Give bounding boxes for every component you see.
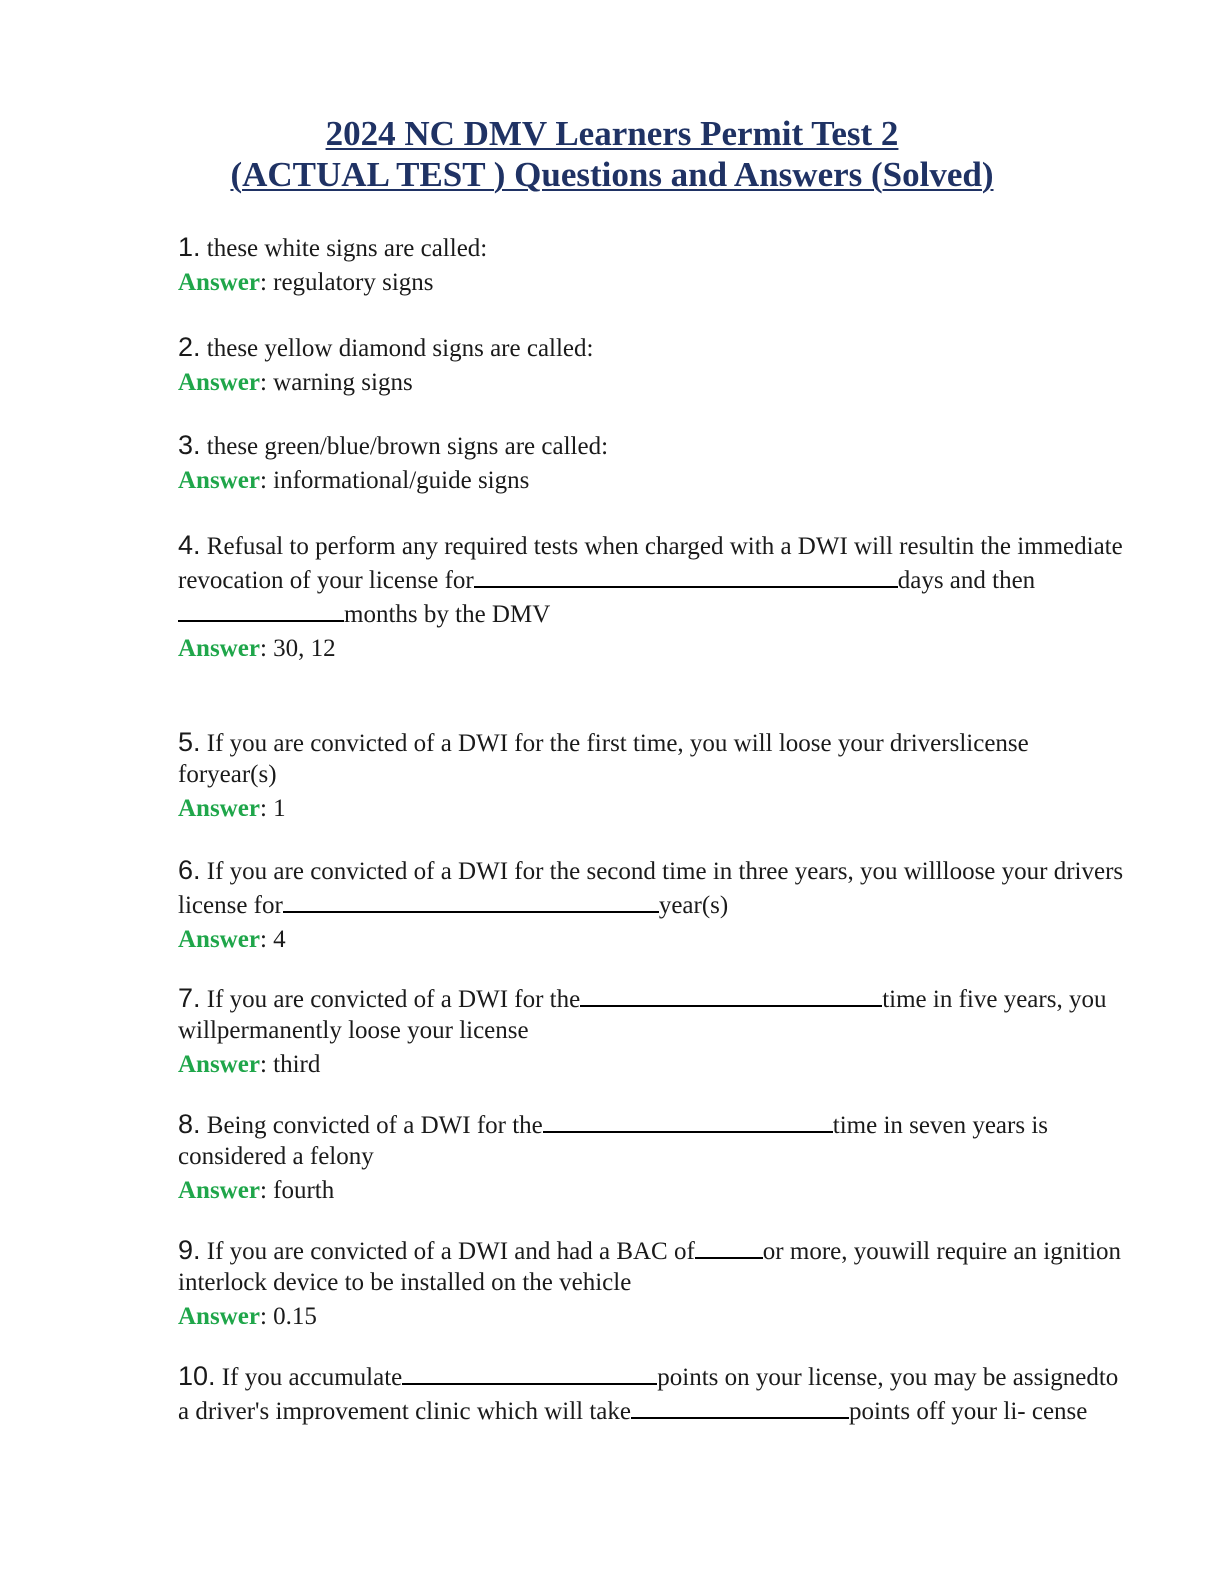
question-number: 2. [178, 332, 201, 362]
question-text: Being convicted of a DWI for the [206, 1112, 543, 1139]
answer-line: Answer: 1 [178, 795, 286, 822]
answer-line: Answer: 0.15 [178, 1303, 317, 1330]
answer-text: fourth [273, 1177, 335, 1204]
answer-label: Answer [178, 369, 260, 396]
question-number: 1. [178, 232, 201, 262]
question-text: time in seven years is considered a felony [178, 1112, 1049, 1170]
fill-in-blank [402, 1359, 657, 1385]
answer-text: 1 [273, 795, 286, 822]
answer-line: Answer: warning signs [178, 369, 413, 396]
question-1 [178, 232, 1128, 298]
question-9 [178, 1233, 1128, 1332]
question-3 [178, 430, 1128, 496]
title-line-1: 2024 NC DMV Learners Permit Test 2 [325, 114, 899, 153]
question-text: If you accumulate [221, 1364, 403, 1391]
question-text: If you are convicted of a DWI for the [206, 986, 581, 1013]
answer-text: informational/guide signs [273, 467, 530, 494]
question-5 [178, 727, 1128, 824]
fill-in-blank [631, 1393, 849, 1419]
answer-label: Answer [178, 467, 260, 494]
answer-line: Answer: 30, 12 [178, 635, 336, 662]
question-text: these green/blue/brown signs are called: [206, 433, 609, 460]
question-number: 6. [178, 855, 201, 885]
answer-text: warning signs [273, 369, 413, 396]
question-text: time in five years, you willpermanently loose your license [178, 986, 1107, 1044]
answer-line: Answer: informational/guide signs [178, 467, 530, 494]
question-number: 10. [178, 1361, 216, 1391]
answer-label: Answer [178, 1051, 260, 1078]
document-title [0, 113, 1224, 195]
question-text: points off your li- cense [848, 1398, 1088, 1425]
question-number: 7. [178, 983, 201, 1013]
question-10 [178, 1359, 1128, 1427]
question-text: months by the DMV [344, 601, 551, 628]
fill-in-blank [178, 596, 344, 622]
answer-label: Answer [178, 1177, 260, 1204]
answer-label: Answer [178, 795, 260, 822]
fill-in-blank [283, 887, 659, 913]
answer-line: Answer: 4 [178, 926, 286, 953]
answer-label: Answer [178, 635, 260, 662]
question-text: If you are convicted of a DWI for the first time, you will loose your driverslicense foryear(s) [178, 730, 1029, 788]
question-number: 8. [178, 1109, 201, 1139]
question-text: Refusal to perform any required tests when charged with a DWI will resultin the immediate revocation of your license for [178, 533, 1123, 594]
question-text: If you are convicted of a DWI and had a BAC of [206, 1238, 695, 1265]
question-number: 9. [178, 1235, 201, 1265]
question-7 [178, 981, 1128, 1080]
question-number: 5. [178, 727, 201, 757]
question-text: or more, youwill require an ignition interlock device to be installed on the vehicle [178, 1238, 1122, 1296]
answer-line: Answer: third [178, 1051, 321, 1078]
question-text: these yellow diamond signs are called: [206, 335, 594, 362]
question-text: If you are convicted of a DWI for the second time in three years, you willloose your drivers license for [178, 858, 1124, 919]
answer-text: regulatory signs [273, 269, 434, 296]
fill-in-blank [695, 1233, 763, 1259]
fill-in-blank [543, 1107, 833, 1133]
question-text: year(s) [658, 892, 729, 919]
answer-label: Answer [178, 1303, 260, 1330]
question-number: 4. [178, 530, 201, 560]
answer-text: third [273, 1051, 321, 1078]
answer-line: Answer: regulatory signs [178, 269, 434, 296]
question-6 [178, 855, 1128, 955]
answer-label: Answer [178, 926, 260, 953]
question-2 [178, 332, 1128, 398]
fill-in-blank [580, 981, 882, 1007]
answer-text: 30, 12 [273, 635, 336, 662]
question-8 [178, 1107, 1128, 1206]
title-line-2: (ACTUAL TEST ) Questions and Answers (Solved) [230, 155, 994, 194]
answer-text: 0.15 [273, 1303, 317, 1330]
answer-text: 4 [273, 926, 286, 953]
question-text: these white signs are called: [206, 235, 488, 262]
answer-label: Answer [178, 269, 260, 296]
question-4 [178, 530, 1128, 664]
answer-line: Answer: fourth [178, 1177, 335, 1204]
question-text: points on your license, you may be assignedto a driver's improvement clinic which will take [178, 1364, 1119, 1425]
question-number: 3. [178, 430, 201, 460]
fill-in-blank [474, 562, 898, 588]
question-text: days and then [897, 567, 1036, 594]
